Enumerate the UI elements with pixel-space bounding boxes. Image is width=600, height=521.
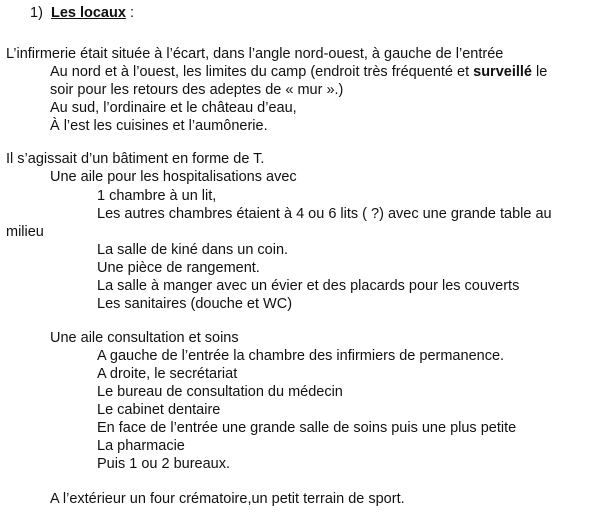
building-intro: Il s’agissait d’un bâtiment en forme de T. xyxy=(6,151,265,167)
list-item: Les sanitaires (douche et WC) xyxy=(97,296,293,312)
list-item-continuation: milieu xyxy=(6,224,44,240)
north-west-line xyxy=(50,63,547,81)
section-title: Les locaux xyxy=(50,5,126,21)
list-item: Puis 1 ou 2 bureaux. xyxy=(97,456,231,472)
north-west-tail: le xyxy=(531,64,548,80)
list-item: La salle à manger avec un évier et des placards pour les couverts xyxy=(97,278,520,294)
section-colon: : xyxy=(129,5,134,21)
section-number: 1) xyxy=(30,5,43,21)
list-item: La pharmacie xyxy=(97,438,185,454)
south-line: Au sud, l’ordinaire et le château d’eau, xyxy=(50,100,297,116)
wing-hospitalisation: Une aile pour les hospitalisations avec xyxy=(50,169,297,185)
list-item: 1 chambre à un lit, xyxy=(97,188,217,204)
section-heading xyxy=(30,4,134,22)
location-intro: L’infirmerie était située à l’écart, dans l’angle nord-ouest, à gauche de l’entrée xyxy=(6,46,504,62)
list-item: Le cabinet dentaire xyxy=(97,402,221,418)
list-item: A gauche de l’entrée la chambre des infirmiers de permanence. xyxy=(97,348,505,364)
wing-consultation: Une aile consultation et soins xyxy=(50,330,239,346)
list-item: Les autres chambres étaient à 4 ou 6 lits ( ?) avec une grande table au xyxy=(97,206,552,222)
list-item: En face de l’entrée une grande salle de soins puis une plus petite xyxy=(97,420,517,436)
list-item: La salle de kiné dans un coin. xyxy=(97,242,289,258)
outside-line: A l’extérieur un four crématoire,un petit terrain de sport. xyxy=(50,491,405,507)
list-item: Une pièce de rangement. xyxy=(97,260,260,276)
north-west-continuation: soir pour les retours des adeptes de « mur ».) xyxy=(50,82,344,98)
north-west-bold: surveillé xyxy=(473,64,532,80)
list-item: Le bureau de consultation du médecin xyxy=(97,384,343,400)
east-line: À l’est les cuisines et l’aumônerie. xyxy=(50,118,268,134)
list-item: A droite, le secrétariat xyxy=(97,366,238,382)
north-west-text: Au nord et à l’ouest, les limites du camp (endroit très fréquenté et xyxy=(50,64,474,80)
